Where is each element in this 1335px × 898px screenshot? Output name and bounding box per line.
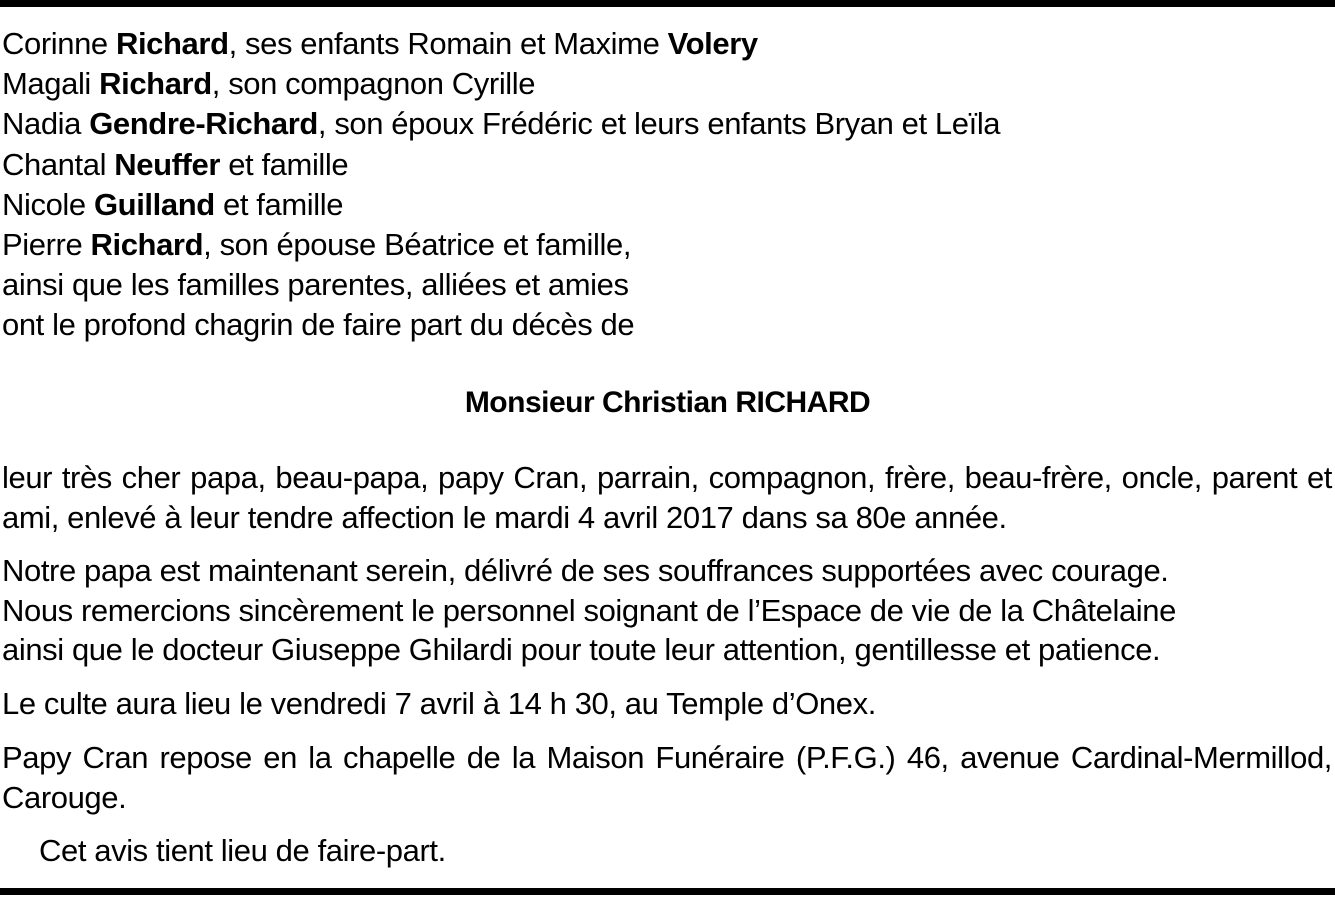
mourners-line [2, 104, 1332, 144]
mourners-surname: Richard [90, 226, 204, 262]
mourners-text: , son compagnon Cyrille [211, 66, 536, 102]
mourners-text: , ses enfants Romain et Maxime [228, 26, 668, 61]
thanks-line: Notre papa est maintenant serein, délivré de ses souffrances supportées avec courage. [2, 553, 1169, 588]
mourners-text: Nadia [2, 106, 90, 142]
mourners-text: Magali [2, 66, 100, 102]
thanks-paragraph [2, 551, 1332, 670]
thanks-line: Nous remercions sincèrement le personnel soignant de l’Espace de vie de la Châtelaine [2, 592, 1176, 628]
mourners-line [2, 225, 1332, 265]
mourners-line [2, 24, 1332, 64]
deceased-name-heading: Monsieur Christian RICHARD [464, 386, 871, 419]
bottom-border-rule [0, 888, 1335, 895]
relationship-paragraph: leur très cher papa, beau-papa, papy Cran, parrain, compagnon, frère, beau-frère, oncle, parent et ami, enlevé à leur tendre affection le mardi 4 avril 2017 dans sa 80e année. [2, 460, 1332, 535]
thanks-line: ainsi que le docteur Giuseppe Ghilardi pour toute leur attention, gentillesse et patience. [2, 632, 1161, 667]
mourners-line [2, 265, 1332, 305]
mourners-surname: Richard [115, 26, 229, 61]
mourners-surname: Guilland [93, 186, 215, 222]
mourners-text: Chantal [2, 146, 115, 182]
mourners-line [2, 305, 1332, 345]
mourners-text: et famille [219, 146, 349, 182]
mourners-text: ont le profond chagrin de faire part du décès de [2, 307, 635, 343]
service-paragraph: Le culte aura lieu le vendredi 7 avril à 14 h 30, au Temple d’Onex. [2, 686, 876, 721]
mourners-line [2, 145, 1332, 185]
resting-place-paragraph: Papy Cran repose en la chapelle de la Maison Funéraire (P.F.G.) 46, avenue Cardinal-Mermillod, Carouge. [2, 740, 1332, 815]
mourners-surname: Volery [667, 26, 758, 61]
mourners-text: , son épouse Béatrice et famille, [203, 226, 632, 262]
mourners-text: et famille [214, 186, 344, 222]
mourners-line [2, 64, 1332, 104]
top-border-rule [0, 0, 1335, 7]
mourners-text: Nicole [2, 186, 94, 222]
mourners-surname: Neuffer [114, 146, 220, 182]
mourners-text: Corinne [2, 26, 116, 61]
mourners-surname: Richard [99, 66, 212, 102]
mourners-text: ainsi que les familles parentes, alliées et amies [2, 267, 629, 303]
mourners-list [2, 24, 1332, 346]
mourners-surname: Gendre-Richard [89, 106, 318, 142]
mourners-text: , son époux Frédéric et leurs enfants Bryan et Leïla [317, 106, 1001, 142]
mourners-text: Pierre [2, 226, 91, 262]
mourners-line [2, 185, 1332, 225]
closing-note: Cet avis tient lieu de faire-part. [39, 833, 446, 868]
